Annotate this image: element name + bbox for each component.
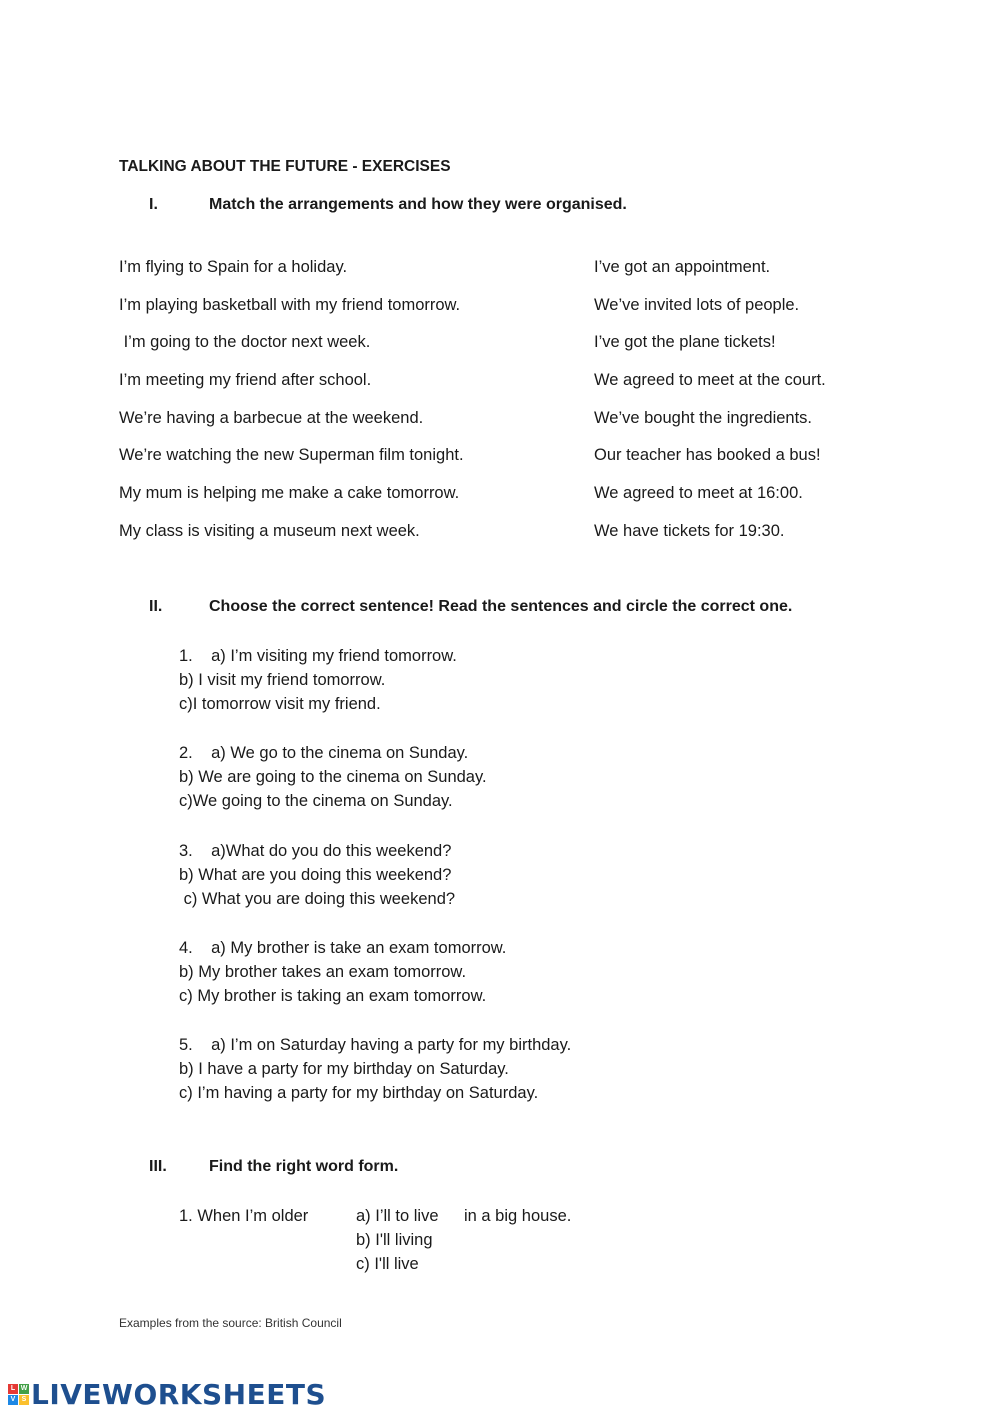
match-right-item: I’ve got an appointment. [594,258,771,276]
match-left-item: I’m going to the doctor next week. [119,333,371,351]
question-option[interactable]: c) What you are doing this weekend? [179,890,456,908]
match-right-item: We have tickets for 19:30. [594,522,785,540]
question-option[interactable]: b) We are going to the cinema on Sunday. [179,768,487,786]
logo-text: LIVEWORKSHEETS [31,1378,327,1411]
match-right-item: Our teacher has booked a bus! [594,446,821,464]
word-form-ending: in a big house. [464,1207,572,1225]
match-left-item: I’m playing basketball with my friend tomorrow. [119,296,461,314]
logo-blocks-icon [8,1384,29,1405]
word-form-option[interactable]: b) I'll living [356,1231,433,1249]
page-title: TALKING ABOUT THE FUTURE - EXERCISES [119,158,451,175]
match-right-item: We’ve bought the ingredients. [594,409,813,427]
question-option[interactable]: b) My brother takes an exam tomorrow. [179,963,467,981]
match-left-item: I’m flying to Spain for a holiday. [119,258,348,276]
match-left-item: My mum is helping me make a cake tomorrow. [119,484,460,502]
match-left-item: My class is visiting a museum next week. [119,522,420,540]
match-right-item: I’ve got the plane tickets! [594,333,776,351]
question-option[interactable]: c) My brother is taking an exam tomorrow. [179,987,487,1005]
question-option[interactable]: c) I’m having a party for my birthday on Saturday. [179,1084,539,1102]
liveworksheets-logo [8,1378,326,1411]
match-right-item: We agreed to meet at the court. [594,371,826,389]
question-option[interactable]: 1. a) I’m visiting my friend tomorrow. [179,647,457,665]
section-1-heading: Match the arrangements and how they were organised. [209,196,627,213]
logo-block: L [8,1384,18,1394]
section-3-number: III. [149,1158,167,1175]
word-form-option[interactable]: c) I'll live [356,1255,419,1273]
question-option[interactable]: b) I have a party for my birthday on Saturday. [179,1060,509,1078]
question-option[interactable]: 5. a) I’m on Saturday having a party for my birthday. [179,1036,572,1054]
match-right-item: We agreed to meet at 16:00. [594,484,803,502]
section-3-heading: Find the right word form. [209,1158,399,1175]
logo-block: V [8,1395,18,1405]
section-2-heading: Choose the correct sentence! Read the sentences and circle the correct one. [209,598,793,615]
match-left-item: I’m meeting my friend after school. [119,371,372,389]
question-option[interactable]: b) I visit my friend tomorrow. [179,671,386,689]
match-left-item: We’re watching the new Superman film tonight. [119,446,464,464]
match-left-item: We’re having a barbecue at the weekend. [119,409,424,427]
logo-block: S [19,1395,29,1405]
question-option[interactable]: c)We going to the cinema on Sunday. [179,792,453,810]
question-option[interactable]: 2. a) We go to the cinema on Sunday. [179,744,469,762]
question-option[interactable]: b) What are you doing this weekend? [179,866,452,884]
section-2-number: II. [149,598,163,615]
match-right-item: We’ve invited lots of people. [594,296,800,314]
question-option[interactable]: c)I tomorrow visit my friend. [179,695,381,713]
word-form-option[interactable]: a) I’ll to live [356,1207,439,1225]
section-1-number: I. [149,196,158,213]
logo-block: W [20,1385,28,1392]
word-form-stem: 1. When I’m older [179,1207,309,1225]
question-option[interactable]: 3. a)What do you do this weekend? [179,842,452,860]
question-option[interactable]: 4. a) My brother is take an exam tomorrow. [179,939,507,957]
source-note: Examples from the source: British Council [119,1316,342,1330]
